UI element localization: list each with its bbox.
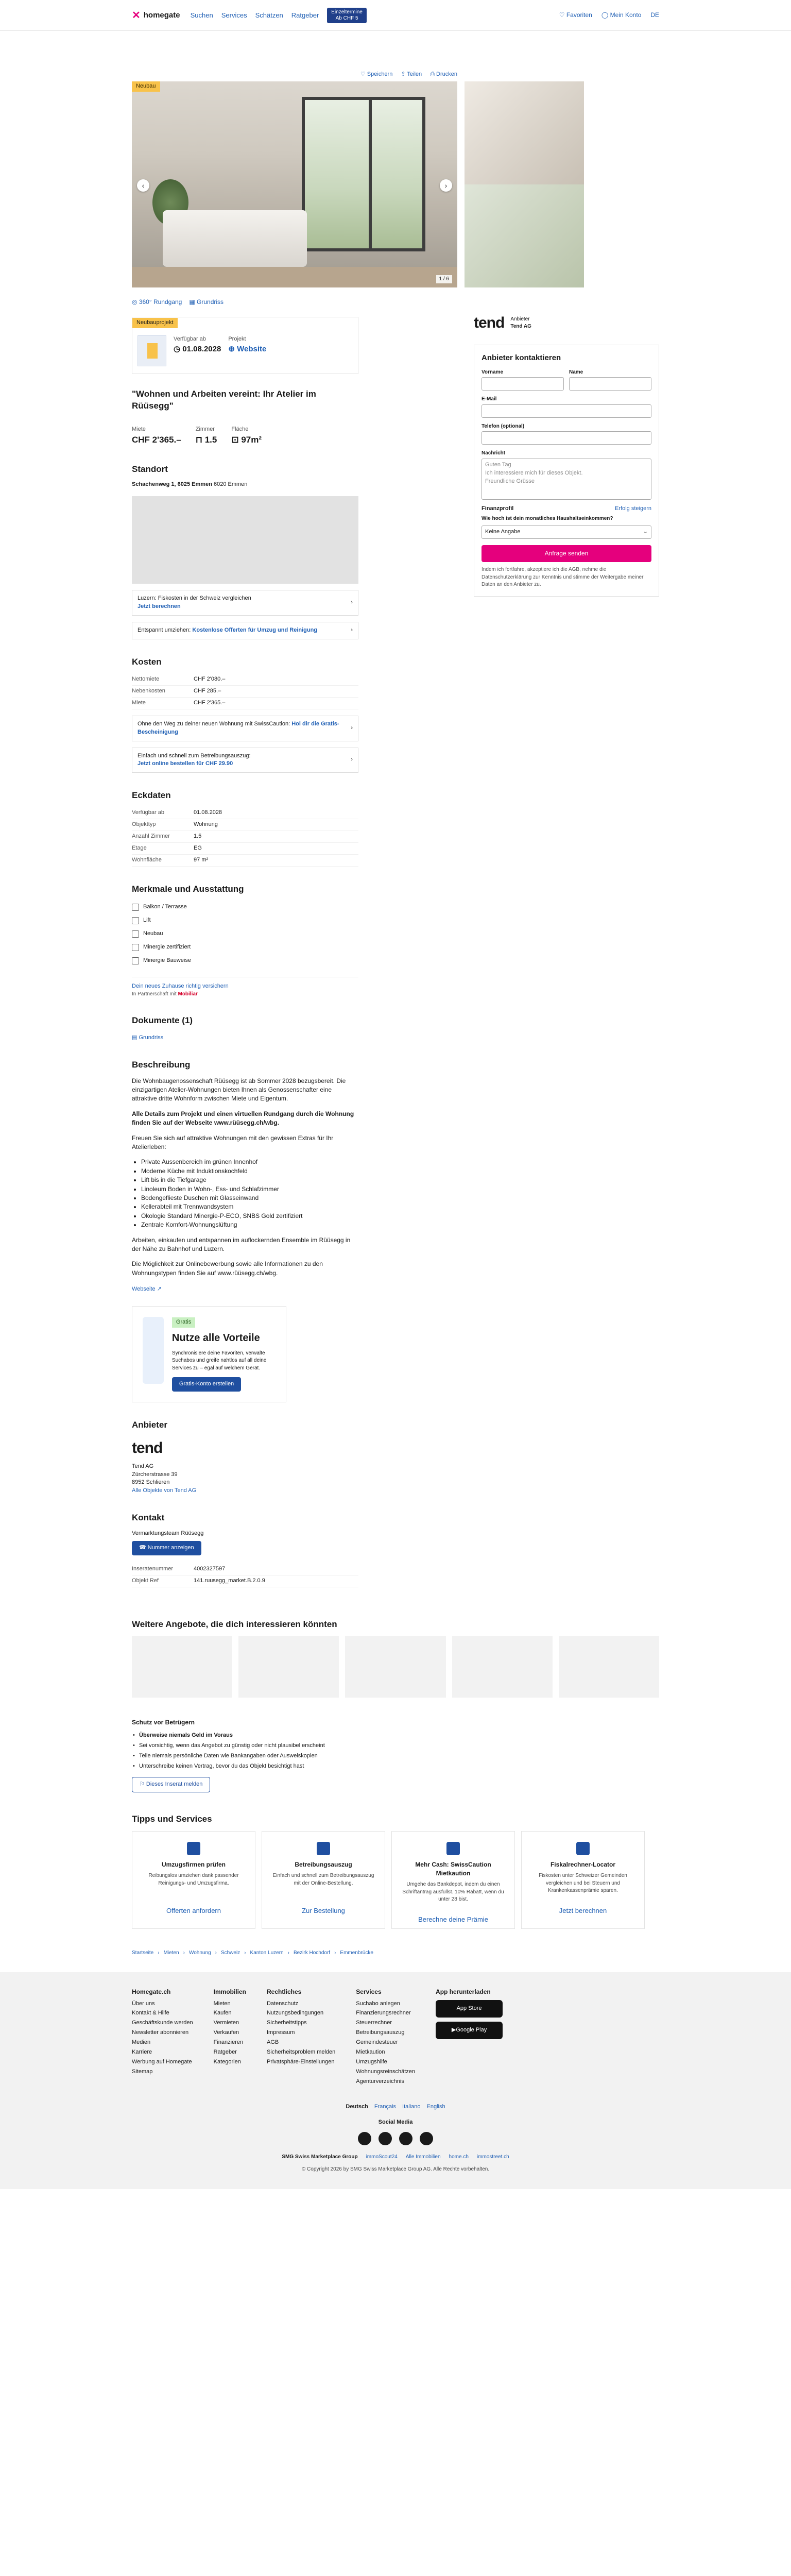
- tip-card-betreibung: Betreibungsauszug Einfach und schnell zum Betreibungsauszug mit der Online-Bestellung. Zur Bestellung: [262, 1831, 385, 1929]
- header: [0, 0, 791, 31]
- offer-card[interactable]: [238, 1636, 339, 1698]
- account-promo-card: Gratis Nutze alle Vorteile Synchronisiere deine Favoriten, verwalte Suchabos und greife nahtlos auf all deine Services zu – egal auf welchem Gerät. Gratis-Konto erstellen: [132, 1306, 286, 1402]
- thumb-1[interactable]: [465, 81, 584, 184]
- betreibung-box[interactable]: Einfach und schnell zum Betreibungsauszug: Jetzt online bestellen für CHF 29.90 ›: [132, 748, 358, 773]
- offer-card[interactable]: [559, 1636, 659, 1698]
- footer-col-immobilien: Immobilien Mieten Kaufen Vermieten Verkaufen Finanzieren Ratgeber Kategorien: [213, 1988, 246, 2065]
- twitter-icon[interactable]: [420, 2132, 433, 2145]
- website-link[interactable]: Webseite ↗: [132, 1286, 162, 1293]
- listing-title: "Wohnen und Arbeiten vereint: Ihr Atelier im Rüüsegg": [132, 389, 316, 411]
- language-select[interactable]: DE: [650, 11, 659, 19]
- promo-badge[interactable]: Einzeltermine Ab CHF 5: [327, 8, 367, 23]
- nav-schaetzen[interactable]: Schätzen: [255, 11, 283, 19]
- footer: Homegate.ch Über uns Kontakt & Hilfe Geschäftskunde werden Newsletter abonnieren Medien Karriere Werbung auf Homegate Sitemap Immobilien Mieten Kaufen Vermieten Verkaufen Finanzieren Ratgeber Kategorien Rechtliches Datenschutz Nutzungsbedingungen Sicherheitstipps Impressum AGB Sicherheitsproblem melden Privatsphäre-Einstellungen Services Suchabo anlegen Finanzierungsrechner Steuerrechner Betreibungsauszug Gemeindesteuer Mietkaution Umzugshilfe Wohnungsreinschätzen Agenturverzeichnis App herunterladen App Store ▶ Google Play Deutsch Français Italiano English Social Media SMG Swiss Marketplace Group immoScout24 Alle Immobilien home.ch immostreet.ch © Copyright 2026 by SMG Swiss Marketplace Group AG. Alle Rechte vorbehalten.: [0, 1972, 791, 2189]
- document-icon: [317, 1842, 330, 1855]
- nav-services[interactable]: Services: [221, 11, 247, 19]
- balcony-icon: [132, 904, 139, 911]
- project-card: Neubauprojekt Verfügbar ab ◷ 01.08.2028 Projekt ⊕ Website: [132, 317, 358, 374]
- swisscaution-box[interactable]: Ohne den Weg zu deiner neuen Wohnung mit SwissCaution: Hol dir die Gratis-Bescheinigung ›: [132, 716, 358, 741]
- minergie-icon: [132, 944, 139, 951]
- tip-card-umzug: Umzugsfirmen prüfen Reibungslos umziehen dank passender Reinigungs- und Umzugsfirma. Offerten anfordern: [132, 1831, 255, 1929]
- footer-app: App herunterladen App Store ▶ Google Play: [436, 1988, 503, 2088]
- offer-card[interactable]: [452, 1636, 553, 1698]
- logo[interactable]: ✕ homegate: [132, 8, 180, 23]
- offer-card[interactable]: [132, 1636, 232, 1698]
- save-button[interactable]: ♡ Speichern: [360, 71, 393, 78]
- income-select[interactable]: Keine Angabe ⌄: [482, 526, 651, 539]
- google-play-button[interactable]: ▶ Google Play: [436, 2022, 503, 2039]
- homegate-logo-icon: ✕: [132, 9, 141, 21]
- main-photo[interactable]: [132, 81, 457, 287]
- language-switcher: Deutsch Français Italiano English: [346, 2103, 445, 2110]
- photo-counter: 1 / 6: [436, 275, 452, 284]
- print-button[interactable]: ⎙ Drucken: [430, 71, 457, 78]
- show-number-button[interactable]: ☎ Nummer anzeigen: [132, 1541, 201, 1555]
- tip-link[interactable]: Jetzt berechnen: [559, 1907, 607, 1914]
- promo-illustration: [143, 1317, 164, 1384]
- tip-link[interactable]: Zur Bestellung: [302, 1907, 345, 1914]
- phone-input[interactable]: [482, 431, 651, 445]
- new-building-icon: [132, 930, 139, 938]
- nav-suchen[interactable]: Suchen: [190, 11, 213, 19]
- footer-col-services: Services Suchabo anlegen Finanzierungsrechner Steuerrechner Betreibungsauszug Gemeindesteuer Mietkaution Umzugshilfe Wohnungsreinschätzen Agenturverzeichnis: [356, 1988, 416, 2084]
- contact-sidebar: tend Anbieter Tend AG Anbieter kontaktieren Vorname Name E-Mail Telefon (optional) Nachricht Guten Tag Ich interessiere mich für dieses Objekt. Freundliche Grüsse Finanzprofil Erfolg steigern Wie hoch ist dein monatliches Haushaltseinkommen? Keine Angabe ⌄ Anfrage senden Indem ich fortfahre, akzeptiere ich die AGB, nehme die Datenschutzerklärung zur Kenntnis und stimme der Weitergabe meiner Daten an den Anbieter zu.: [474, 307, 659, 1587]
- neubau-badge: Neubau: [132, 81, 160, 92]
- account-link[interactable]: ◯ Mein Konto: [601, 11, 642, 19]
- agent-logo: tend: [474, 314, 505, 332]
- create-account-button[interactable]: Gratis-Konto erstellen: [172, 1377, 241, 1392]
- firstname-input[interactable]: [482, 377, 564, 391]
- map-icon: [576, 1842, 590, 1855]
- description: Beschreibung Die Wohnbaugenossenschaft Rüüsegg ist ab Sommer 2028 bezugsbereit. Die einzigartigen Atelier-Wohnungen bieten Ihnen als Genossenschafter eine attraktive dritte Wohnform zwischen Miete und Eigentum. Alle Details zum Projekt und einen virtuellen Rundgang durch die Wohnung finden Sie auf der Webseite www.rüüsegg.ch/wbg. Freuen Sie sich auf attraktive Wohnungen mit den gewissen Extras für Ihr Atelierleben: • Private Aussenbereich im grünen Innenhof • Moderne Küche mit Induktionskochfeld • Lift bis in die Tiefgarage • Linoleum Boden in Wohn-, Ess- und Schlafzimmer • Bodengeflieste Duschen mit Glasseinwand • Kellerabteil mit Trennwandsystem • Ökologie Standard Minergie-P-ECO, SNBS Gold zertifiziert • Zentrale Komfort-Wohnungslüftung Arbeiten, einkaufen und entspannen im auflockernden Ensemble im Rüüsegg in der Nähe zu Bahnhof und Luzern. Die Möglichkeit zur Onlinebewerbung sowie alle Informationen zu den Wohnungstypen finden Sie auf www.rüüsegg.ch/wbg. Webseite ↗: [132, 1059, 358, 1294]
- tip-card-kaution: Mehr Cash: SwissCaution Mietkaution Umgehe das Bankdepot, indem du einen Schriftantrag ausfüllst. 10% Rabatt, wenn du unter 28 bist. Berechne deine Prämie: [391, 1831, 515, 1929]
- gallery: [132, 68, 659, 307]
- facebook-icon[interactable]: [358, 2132, 371, 2145]
- finance-profile-link[interactable]: Erfolg steigern: [615, 505, 651, 512]
- tip-card-fiskal: Fiskalrechner-Locator Fiskosten unter Schweizer Gemeinden vergleichen und bei Steuern und Krankenkassenprämie sparen. Jetzt berechnen: [521, 1831, 645, 1929]
- youtube-icon[interactable]: [379, 2132, 392, 2145]
- tip-link[interactable]: Offerten anfordern: [166, 1907, 221, 1914]
- footer-col-rechtliches: Rechtliches Datenschutz Nutzungsbedingungen Sicherheitstipps Impressum AGB Sicherheitsproblem melden Privatsphäre-Einstellungen: [266, 1988, 336, 2065]
- lastname-input[interactable]: [569, 377, 651, 391]
- email-input[interactable]: [482, 404, 651, 418]
- breadcrumb: Startseite › Mieten › Wohnung › Schweiz › Kanton Luzern › Bezirk Hochdorf › Emmenbrücke: [132, 1950, 373, 1956]
- contact-form: Anbieter kontaktieren Vorname Name E-Mail Telefon (optional) Nachricht Guten Tag Ich interessiere mich für dieses Objekt. Freundliche Grüsse Finanzprofil Erfolg steigern Wie hoch ist dein monatliches Haushaltseinkommen? Keine Angabe ⌄ Anfrage senden Indem ich fortfahre, akzeptiere ich die AGB, nehme die Datenschutzerklärung zur Kenntnis und stimme der Weitergabe meiner Daten an den Anbieter zu.: [474, 345, 659, 597]
- box-icon: [187, 1842, 200, 1855]
- tax-compare-box[interactable]: Luzern: Fiskosten in der Schweiz vergleichen Jetzt berechnen ›: [132, 590, 358, 616]
- favorites-link[interactable]: ♡ Favoriten: [559, 11, 592, 19]
- prev-arrow-icon[interactable]: ‹: [137, 179, 149, 192]
- floorplan-link[interactable]: ▦ Grundriss: [189, 298, 224, 306]
- provider-objects-link[interactable]: Alle Objekte von Tend AG: [132, 1487, 197, 1494]
- insurance-link[interactable]: Dein neues Zuhause richtig versichern: [132, 983, 229, 990]
- main-column: Neubauprojekt Verfügbar ab ◷ 01.08.2028 Projekt ⊕ Website "Wohnen und Arbeiten vereint: Ihr Atelier im Rüüsegg" Miete CHF 2'365.– Zimmer ⊓ 1.5 Fläche ⊡ 97m² Standort Schachenweg 1, 6025 Emmen 6020 Emmen Luzern: Fiskosten in der Schweiz vergleichen Jetzt berechnen › Entspannt umziehen: Kostenlose Offerten für Umzug und Reinigung › Kosten Nettomiete CHF 2'080.– Nebenkosten CHF 285.– Miete CHF 2'365.– Ohne den Weg zu deiner neuen Wohnung mit SwissCaution: Hol dir die Gratis-Bescheinigung › Einfach und schnell zum Betreibungsauszug: Jetzt online bestellen für CHF 29.90 › Eckdaten Verfügbar ab 01.08.2028 Objekttyp Wohnung Anzahl Zimmer 1.5 Etage EG Wohnfläche 97 m² Merkmale und Ausstattung Balkon / Terrasse Lift Neubau Minergie zertifiziert Minergie Bauweise Dein neues Zuhause richtig versichern In Partnerschaft mit Mobiliar Dokumente (1) ▤ Grundriss Beschreibung Die Wohnbaugenossenschaft Rüüsegg ist ab Sommer 2028 bezugsbereit. Die einzigartigen Atelier-Wohnungen bieten Ihnen als Genossenschafter eine attraktive dritte Wohnform zwischen Miete und Eigentum. Alle Details zum Projekt und einen virtuellen Rundgang durch die Wohnung finden Sie auf der Webseite www.rüüsegg.ch/wbg. Freuen Sie sich auf attraktive Wohnungen mit den gewissen Extras für Ihr Atelierleben: • Private Aussenbereich im grünen Innenhof • Moderne Küche mit Induktionskochfeld • Lift bis in die Tiefgarage • Linoleum Boden in Wohn-, Ess- und Schlafzimmer • Bodengeflieste Duschen mit Glasseinwand • Kellerabteil mit Trennwandsystem • Ökologie Standard Minergie-P-ECO, SNBS Gold zertifiziert • Zentrale Komfort-Wohnungslüftung Arbeiten, einkaufen und entspannen im auflockernden Ensemble im Rüüsegg in der Nähe zu Bahnhof und Luzern. Die Möglichkeit zur Onlinebewerbung sowie alle Informationen zu den Wohnungstypen finden Sie auf www.rüüsegg.ch/wbg. Webseite ↗ Gratis Nutze alle Vorteile Synchronisiere deine Favoriten, verwalte Suchabos und greife nahtlos auf all deine Services zu – egal auf welchem Gerät. Gratis-Konto erstellen Anbieter tend Tend AG Zürcherstrasse 39 8952 Schlieren Alle Objekte von Tend AG Kontakt Vermarktungsteam Rüüsegg ☎ Nummer anzeigen Inseratenummer 4002327597 Objekt Ref 141.ruusegg_market.B.2.0.9: [132, 307, 358, 1587]
- share-button[interactable]: ⇪ Teilen: [401, 71, 422, 78]
- nav-ratgeber[interactable]: Ratgeber: [291, 11, 319, 19]
- main-nav: [191, 8, 367, 23]
- provider-logo: tend: [132, 1439, 163, 1457]
- minergie-build-icon: [132, 957, 139, 964]
- lift-icon: [132, 917, 139, 924]
- tip-link[interactable]: Berechne deine Prämie: [418, 1916, 488, 1924]
- tour-link[interactable]: ◎ 360° Rundgang: [132, 298, 182, 306]
- project-image: [137, 335, 166, 366]
- send-request-button[interactable]: Anfrage senden: [482, 545, 651, 562]
- key-facts: Miete CHF 2'365.– Zimmer ⊓ 1.5 Fläche ⊡ 97m²: [132, 426, 262, 445]
- offer-card[interactable]: [345, 1636, 445, 1698]
- shield-icon: [446, 1842, 460, 1855]
- location-map[interactable]: [132, 496, 358, 584]
- footer-col-homegate: Homegate.ch Über uns Kontakt & Hilfe Geschäftskunde werden Newsletter abonnieren Medien Karriere Werbung auf Homegate Sitemap: [132, 1988, 193, 2075]
- project-available: ◷ 01.08.2028: [174, 345, 221, 354]
- next-arrow-icon[interactable]: ›: [440, 179, 452, 192]
- doc-floorplan-link[interactable]: ▤ Grundriss: [132, 1035, 164, 1041]
- instagram-icon[interactable]: [399, 2132, 412, 2145]
- app-store-button[interactable]: App Store: [436, 2000, 503, 2018]
- thumb-2[interactable]: [465, 184, 584, 287]
- report-listing-button[interactable]: ⚐ Dieses Inserat melden: [132, 1777, 210, 1792]
- fraud-protection: Schutz vor Betrügern • Überweise niemals Geld im Voraus • Sei vorsichtig, wenn das Angebot zu günstig oder nicht plausibel erscheint • Teile niemals persönliche Daten wie Bankangaben oder Ausweiskopien • Unterschreibe keinen Vertrag, bevor du das Objekt besichtigt hast ⚐ Dieses Inserat melden: [132, 1718, 659, 1792]
- project-website-link[interactable]: ⊕ Website: [228, 345, 267, 354]
- message-textarea[interactable]: Guten Tag Ich interessiere mich für dieses Objekt. Freundliche Grüsse: [482, 459, 651, 500]
- moving-offer-box[interactable]: Entspannt umziehen: Kostenlose Offerten für Umzug und Reinigung ›: [132, 622, 358, 639]
